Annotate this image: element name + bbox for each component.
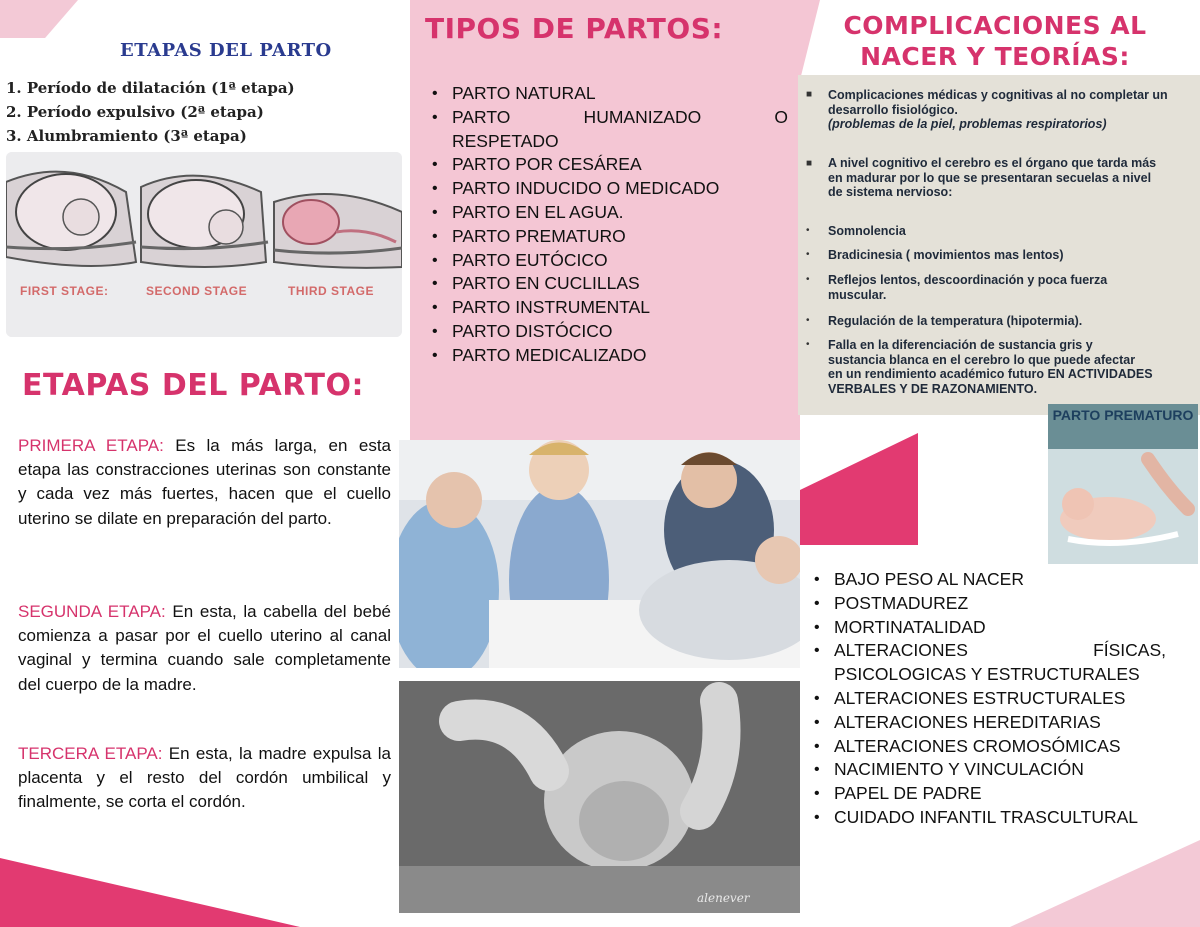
uterus-illustration	[6, 152, 402, 337]
list-item: • ALTERACIONES ESTRUCTURALES	[810, 687, 1166, 711]
list-item: • ALTERACIONES CROMOSÓMICAS	[810, 735, 1166, 759]
bottom-left-pink-triangle	[0, 858, 300, 927]
premature-baby-illustration	[1048, 449, 1198, 564]
right-pink-accent	[800, 433, 918, 545]
stage-item: 2. Período expulsivo (2ª etapa)	[6, 103, 264, 121]
stage-label: THIRD STAGE	[288, 284, 374, 298]
list-item: • NACIMIENTO Y VINCULACIÓN	[810, 758, 1166, 782]
stage-illustration	[6, 152, 402, 337]
tipos-title: TIPOS DE PARTOS:	[425, 12, 724, 45]
list-item: • POSTMADUREZ	[810, 592, 1166, 616]
segunda-etapa-label: SEGUNDA ETAPA:	[18, 602, 166, 621]
list-item: • PARTO EUTÓCICO	[428, 249, 788, 273]
complicaciones-p1-italic: (problemas de la piel, problemas respiratorios)	[828, 117, 1107, 131]
list-item: • PARTO NATURAL	[428, 82, 788, 106]
list-item: • PARTO HUMANIZADO O RESPETADO	[428, 106, 788, 154]
complicaciones-box	[798, 75, 1200, 415]
photo-watermark: alenever	[697, 891, 750, 905]
list-item: • PARTO INSTRUMENTAL	[428, 296, 788, 320]
primera-etapa-text: Es la más larga, en esta etapa las constracciones uterinas son constante y cada vez más fuertes, hacen que el cuello uterino se dilate en preparación del parto.	[18, 436, 391, 528]
riesgos-list	[810, 568, 1166, 830]
etapas-title: ETAPAS DEL PARTO:	[22, 368, 364, 403]
stages-image-list	[6, 76, 295, 148]
list-item: • PARTO INDUCIDO O MEDICADO	[428, 177, 788, 201]
dot-bullet-icon: •	[806, 225, 810, 236]
tipos-list	[428, 82, 788, 368]
list-item: • MORTINATALIDAD	[810, 616, 1166, 640]
prematuro-image	[1048, 404, 1198, 564]
list-item: • BAJO PESO AL NACER	[810, 568, 1166, 592]
delivery-room-photo	[399, 440, 800, 668]
delivery-room-illustration	[399, 440, 800, 668]
newborn-illustration	[399, 681, 800, 913]
stage-item: 3. Alumbramiento (3ª etapa)	[6, 127, 247, 145]
list-item: • ALTERACIONES HEREDITARIAS	[810, 711, 1166, 735]
list-item: • PARTO EN CUCLILLAS	[428, 272, 788, 296]
stage-item: 1. Período de dilatación (1ª etapa)	[6, 79, 295, 97]
complicaciones-bullet: Reflejos lentos, descoordinación y poca fuerza muscular.	[828, 273, 1108, 302]
list-item: • ALTERACIONES FÍSICAS, PSICOLOGICAS Y ESTRUCTURALES	[810, 639, 1166, 687]
square-bullet-icon: ■	[806, 89, 813, 100]
dot-bullet-icon: •	[806, 274, 810, 285]
list-item: • PARTO PREMATURO	[428, 225, 788, 249]
list-item: • PARTO POR CESÁREA	[428, 153, 788, 177]
tercera-etapa	[18, 742, 391, 815]
complicaciones-title: COMPLICACIONES AL NACER Y TEORÍAS:	[843, 11, 1147, 71]
dot-bullet-icon: •	[806, 249, 810, 260]
primera-etapa	[18, 434, 391, 531]
tercera-etapa-text: En esta, la madre expulsa la placenta y el resto del cordón umbilical y finalmente, se corta el cordón.	[18, 744, 391, 812]
list-item: • PAPEL DE PADRE	[810, 782, 1166, 806]
complicaciones-bullet: Regulación de la temperatura (hipotermia).	[828, 314, 1083, 328]
prematuro-label: PARTO PREMATURO	[1052, 407, 1194, 423]
stages-image-title: ETAPAS DEL PARTO	[120, 40, 332, 61]
complicaciones-bullet: Bradicinesia ( movimientos mas lentos)	[828, 248, 1064, 262]
list-item: • PARTO MEDICALIZADO	[428, 344, 788, 368]
list-item: • PARTO EN EL AGUA.	[428, 201, 788, 225]
dot-bullet-icon: •	[806, 315, 810, 326]
segunda-etapa-text: En esta, la cabella del bebé comienza a pasar por el cuello uterino al canal vaginal y termina cuando sale completamente del cuerpo de la madre.	[18, 602, 391, 694]
stage-label: SECOND STAGE	[146, 284, 248, 298]
newborn-photo	[399, 681, 800, 913]
dot-bullet-icon: •	[806, 339, 810, 350]
complicaciones-bullet: Falla en la diferenciación de sustancia gris y sustancia blanca en el cerebro lo que puede afectar en un rendimiento académico futuro EN ACTIVIDADES VERBALES Y DE RAZONAMIENTO.	[828, 338, 1153, 396]
list-item: • PARTO DISTÓCICO	[428, 320, 788, 344]
complicaciones-p2: A nivel cognitivo el cerebro es el órgano que tarda más en madurar por lo que se presentaran secuelas a nivel de sistema nervioso:	[828, 156, 1157, 199]
complicaciones-p1: Complicaciones médicas y cognitivas al no completar un desarrollo fisiológico. (problemas de la piel, problemas respiratorios)	[828, 88, 1168, 131]
segunda-etapa	[18, 600, 391, 697]
stage-label: FIRST STAGE:	[20, 284, 109, 298]
bottom-right-pink-triangle	[1010, 840, 1200, 927]
complicaciones-bullet: Somnolencia	[828, 224, 906, 238]
primera-etapa-label: PRIMERA ETAPA:	[18, 436, 164, 455]
tercera-etapa-label: TERCERA ETAPA:	[18, 744, 163, 763]
list-item: • CUIDADO INFANTIL TRASCULTURAL	[810, 806, 1166, 830]
square-bullet-icon: ■	[806, 158, 813, 169]
